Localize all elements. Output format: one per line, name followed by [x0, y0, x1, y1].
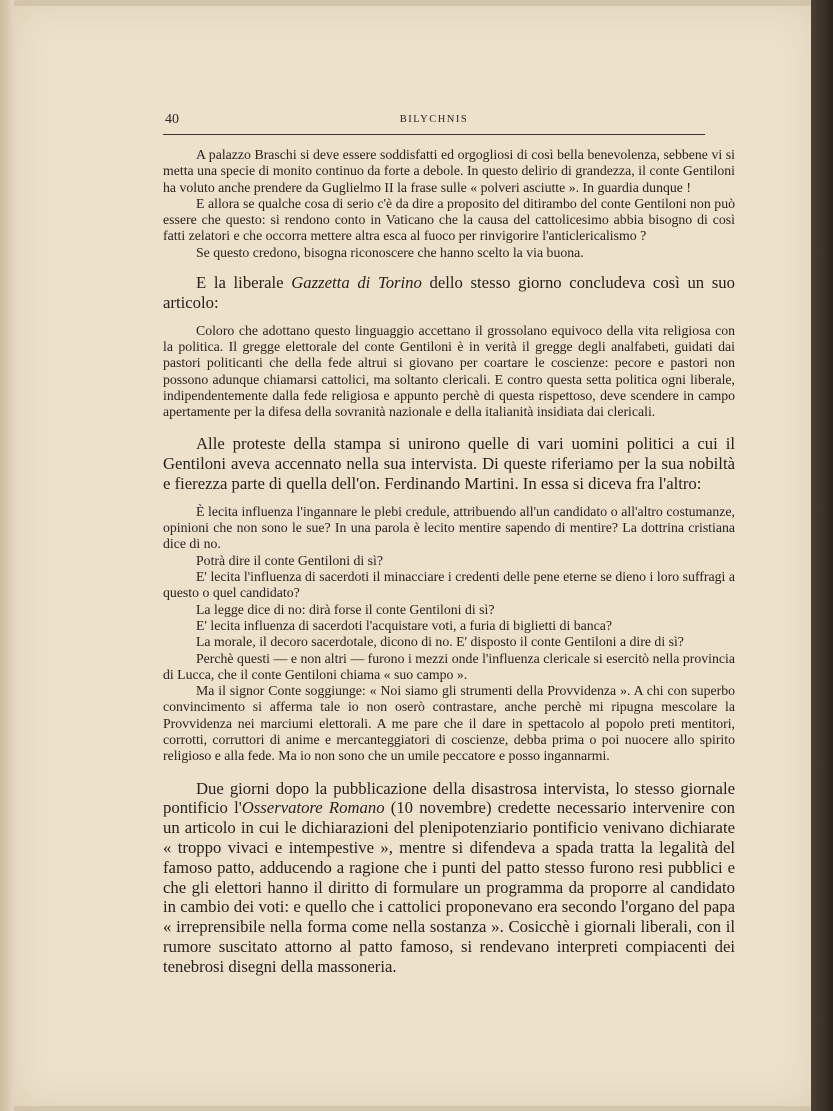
paragraph: E la liberale Gazzetta di Torino dello stesso giorno concludeva così un suo articolo:	[163, 273, 735, 312]
binding-edge	[0, 0, 14, 1111]
quoted-passage: Coloro che adottano questo linguaggio accettano il grossolano equivoco della vita religiosa con la politica. Il gregge elettorale del conte Gentiloni è in verità il gregge degli analfabeti, guidati dai pastori politicanti che della fede altrui si giovano per coartare le coscienze: pecore e pastori non possono adunque chiamarsi cattolici, ma soltanto clericali. E contro questa setta politica ogni liberale, indipendentemente dalla fede religiosa e appunto perchè di questa rispettoso, deve scendere in campo apertamente per la difesa della sovranità nazionale e della italianità insidiata dai clericali.	[163, 322, 735, 420]
quoted-passage: È lecita influenza l'ingannare le plebi credule, attribuendo all'un candidato o all'altro costumanze, opinioni che non sono le sue? In una parola è lecito mentire sapendo di mentire? La dottrina cristiana dice di no.	[163, 503, 735, 552]
quoted-passage: Potrà dire il conte Gentiloni di sì?	[196, 552, 383, 568]
quoted-passage: E' lecita l'influenza di sacerdoti il minacciare i credenti delle pene eterne se dieno i loro suffragi a questo o quel candidato?	[163, 569, 735, 601]
article-body	[163, 147, 735, 977]
newspaper-title: Gazzetta di Torino	[291, 273, 422, 293]
paragraph: E allora se qualche cosa di serio c'è da dire a proposito del ditirambo del conte Gentiloni non può essere che questo: si rendono conto in Vaticano che la causa del cattolicesimo abbia bisogno di così fatti zelatori e che occorra mettere altra esca al fuoco per rinvigorire l'anticlericalismo ?	[163, 195, 735, 244]
paragraph: Due giorni dopo la pubblicazione della disastrosa intervista, lo stesso giornale pontificio l'Osservatore Romano (10 novembre) credette necessario intervenire con un articolo in cui le dichiarazioni del plenipotenziario pontificio venivano dichiarate « troppo vivaci e intempestive », mentre si difendeva a spada tratta la legalità del famoso patto, adducendo a ragione che i punti del patto stesso furono resi pubblici e che gli elettori hanno il diritto di formulare un programma da proporre al candidato in cambio dei voti: e quello che i cattolici proponevano era secondo l'organo del papa « irreprensibile nella forma come nella sostanza ». Cosicchè i giornali liberali, con il rumore suscitato attorno al patto famoso, si rendevano interpreti compiacenti dei tenebrosi disegni della massoneria.	[163, 778, 736, 976]
page-header	[163, 112, 705, 135]
paragraph: Se questo credono, bisogna riconoscere che hanno scelto la via buona.	[196, 244, 584, 260]
paragraph: A palazzo Braschi si deve essere soddisfatti ed orgogliosi di così bella benevolenza, sebbene vi si metta una specie di monito continuo da forte a debole. In questo delirio di grandezza, il conte Gentiloni ha voluto anche prendere da Guglielmo II la frase sulle « polveri asciutte ». In guardia dunque !	[163, 147, 735, 195]
quoted-passage: E' lecita influenza di sacerdoti l'acquistare voti, a furia di biglietti di banca?	[196, 617, 613, 633]
quoted-passage: La morale, il decoro sacerdotale, dicono di no. E' disposto il conte Gentiloni a dire di sì?	[196, 634, 684, 650]
newspaper-title: Osservatore Romano	[241, 798, 385, 818]
paragraph: Alle proteste della stampa si unirono quelle di vari uomini politici a cui il Gentiloni aveva accennato nella sua intervista. Di queste riferiamo per la sua nobiltà e fierezza parte di quella dell'on. Ferdinando Martini. In essa si diceva fra l'altro:	[163, 434, 735, 494]
page-number: 40	[165, 112, 179, 127]
quoted-passage: La legge dice di no: dirà forse il conte Gentiloni di sì?	[196, 601, 495, 617]
running-title: BILYCHNIS	[399, 114, 469, 125]
dark-page-edge	[811, 0, 833, 1111]
quoted-passage: Ma il signor Conte soggiunge: « Noi siamo gli strumenti della Provvidenza ». A chi con superbo convincimento si afferma tale io non oserò contrastare, anche perchè mi ripugna mescolare la Provvidenza nei marciumi elettorali. A me pare che il dare in spettacolo al popolo preti mentitori, corrotti, corruttori di anime e mercanteggiatori di coscienze, debba prima o poi nuocere allo spirito religioso e alla fede. Ma io non sono che un umile peccatore e posso ingannarmi.	[163, 683, 735, 764]
quoted-passage: Perchè questi — e non altri — furono i mezzi onde l'influenza clericale si esercitò nella provincia di Lucca, che il conte Gentiloni chiama « suo campo ».	[163, 650, 735, 682]
